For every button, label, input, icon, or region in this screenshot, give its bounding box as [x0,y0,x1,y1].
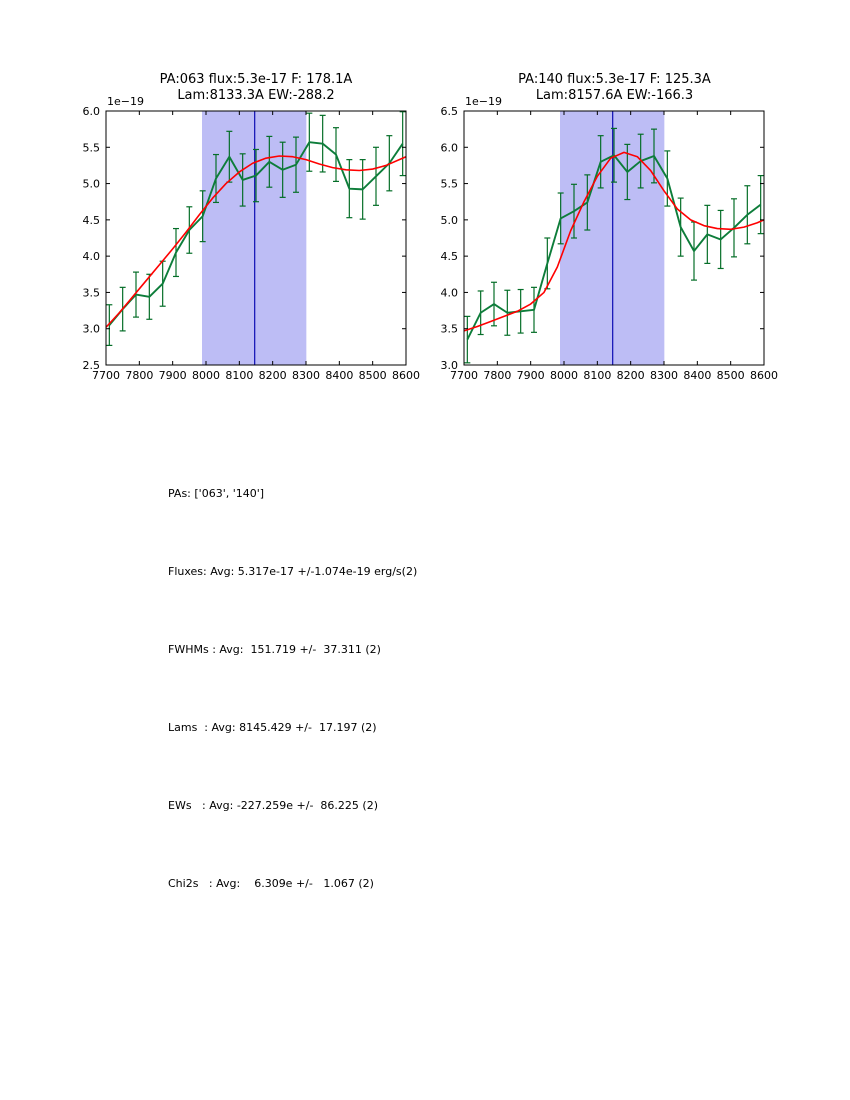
x-tick-label: 7800 [125,369,154,382]
y-tick-label: 6.0 [440,141,458,155]
y-tick-label: 6.5 [440,105,458,118]
stats-pas: PAs: ['063', '140'] [168,487,265,500]
stats-ews: EWs : Avg: -227.259e +/- 86.225 (2) [168,799,378,812]
x-tick-label: 7800 [483,369,512,382]
x-tick-label: 8000 [192,369,220,382]
plot2-title-line1: PA:140 flux:5.3e-17 F: 125.3A [518,72,711,87]
x-tick-label: 8100 [225,369,254,382]
y-tick-label: 4.0 [82,250,100,264]
y-tick-label: 3.5 [440,322,458,336]
y-tick-label: 4.5 [82,213,100,227]
y-tick-label: 4.0 [440,286,458,300]
x-tick-label: 8300 [650,369,678,382]
x-tick-label: 8100 [583,369,612,382]
x-tick-label: 8500 [358,369,387,382]
y-tick-label: 5.5 [82,141,100,155]
x-tick-label: 8200 [258,369,287,382]
x-tick-label: 8600 [750,369,778,382]
stats-fwhms: FWHMs : Avg: 151.719 +/- 37.311 (2) [168,643,381,656]
stats-block [168,429,417,949]
plot1-title-line2: Lam:8133.3A EW:-288.2 [177,88,335,103]
spectrum-plot-pa140 [408,91,788,393]
spectrum-plot-pa063 [50,91,430,393]
y-axis-offset-label: 1e−19 [107,95,144,108]
y-tick-label: 5.0 [440,213,458,227]
y-tick-label: 3.0 [440,359,458,372]
y-axis-offset-label: 1e−19 [465,95,502,108]
x-tick-labels [92,369,420,382]
stats-lams: Lams : Avg: 8145.429 +/- 17.197 (2) [168,721,377,734]
x-tick-label: 7900 [516,369,545,382]
x-tick-label: 7700 [450,369,478,382]
stats-fluxes: Fluxes: Avg: 5.317e-17 +/-1.074e-19 erg/s(2) [168,565,418,578]
x-tick-label: 8000 [550,369,578,382]
x-tick-labels [450,369,778,382]
x-tick-label: 8200 [616,369,645,382]
x-tick-label: 8500 [716,369,745,382]
plot2-title-line2: Lam:8157.6A EW:-166.3 [535,88,694,103]
y-tick-label: 4.5 [440,250,458,264]
plot1-title-line1: PA:063 flux:5.3e-17 F: 178.1A [159,72,353,87]
x-tick-label: 8400 [325,369,354,382]
stats-chi2s: Chi2s : Avg: 6.309e +/- 1.067 (2) [168,877,374,890]
y-tick-label: 2.5 [82,359,100,372]
x-tick-label: 8400 [683,369,712,382]
y-tick-label: 6.0 [82,105,100,118]
x-tick-label: 8300 [292,369,320,382]
y-tick-label: 3.5 [82,286,100,300]
y-tick-label: 3.0 [82,322,100,336]
x-tick-label: 7700 [92,369,120,382]
y-tick-labels [83,105,101,372]
x-tick-label: 8600 [392,369,420,382]
y-tick-label: 5.0 [82,177,100,191]
x-tick-label: 7900 [158,369,187,382]
y-tick-label: 5.5 [440,177,458,191]
y-tick-labels [441,105,459,372]
